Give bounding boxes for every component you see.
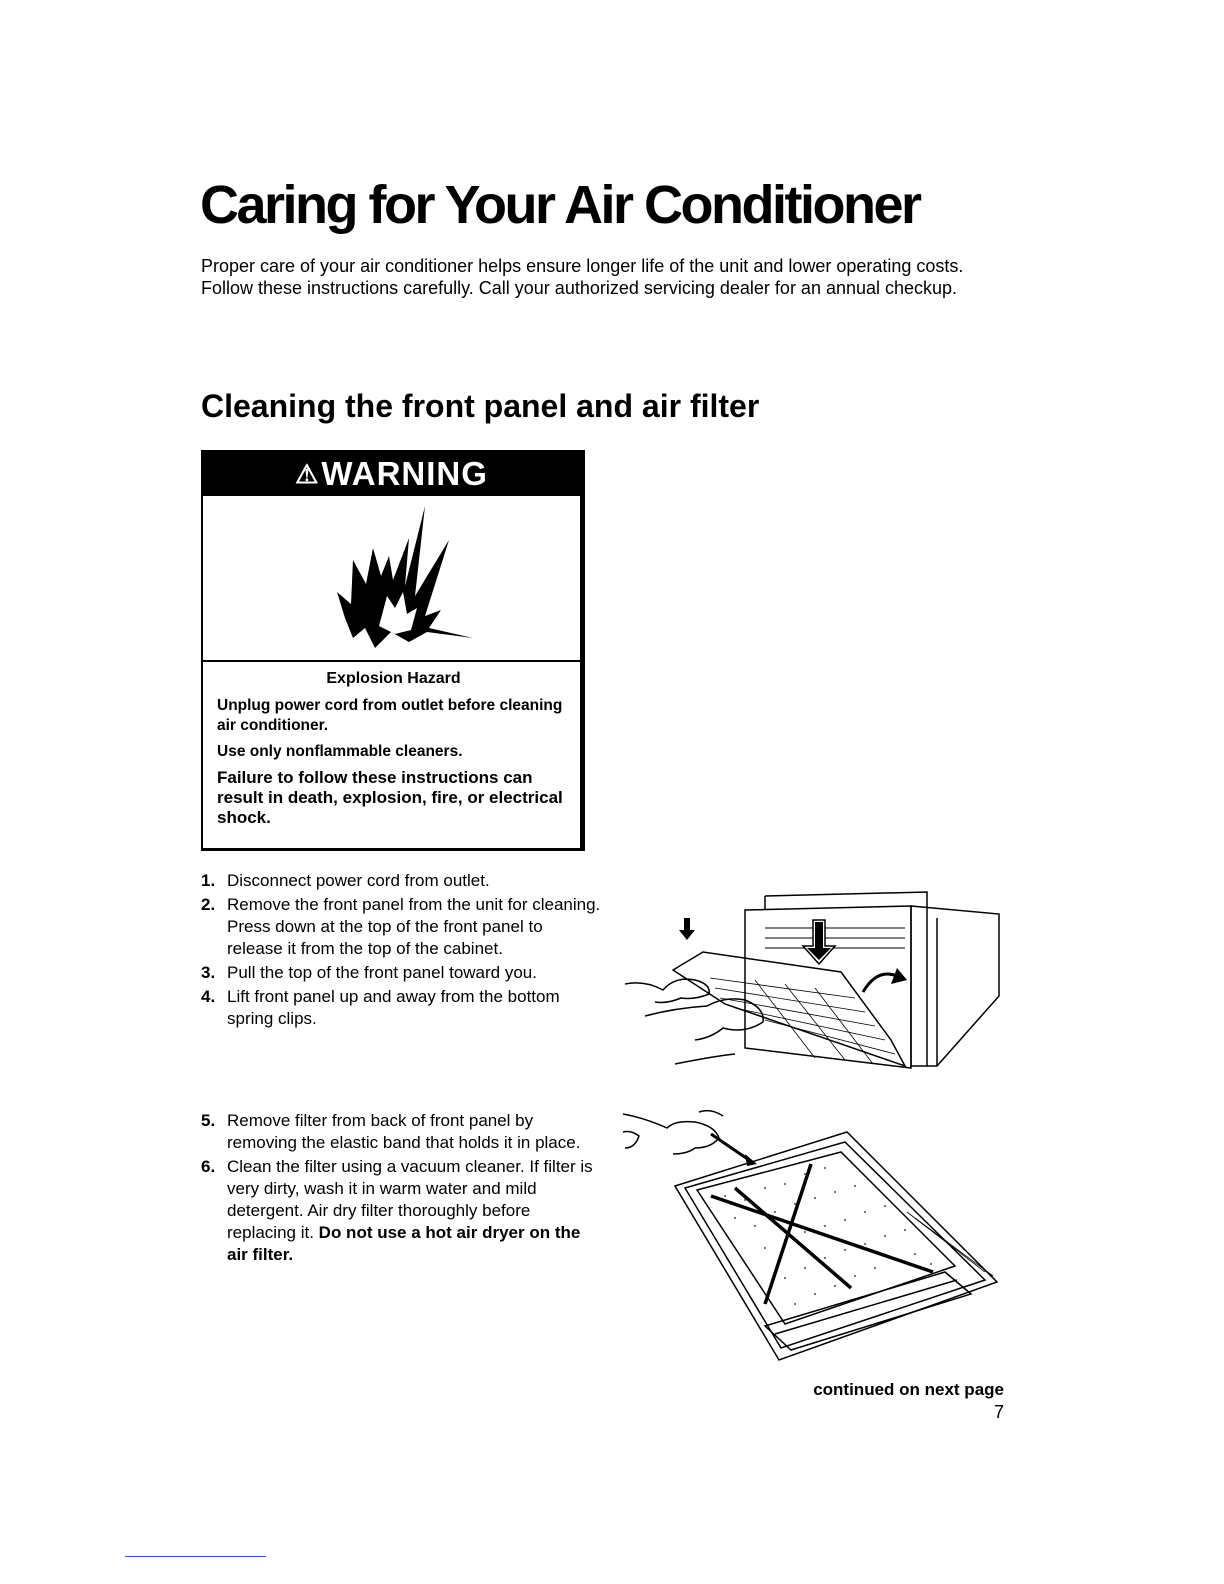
step-text: Remove filter from back of front panel by removing the elastic band that holds it in place. [227,1111,581,1152]
warning-line: Unplug power cord from outlet before cleaning air conditioner. [217,697,563,734]
step-number: 4. [201,987,216,1006]
warning-text [203,662,580,834]
warning-line: Failure to follow these instructions can result in death, explosion, fire, or electrical shock. [217,768,563,827]
warning-header [203,452,580,496]
step-number: 1. [201,871,216,890]
list-item [201,986,601,1030]
step-text: Pull the top of the front panel toward you. [227,963,537,982]
panel-removal-illustration [615,888,1005,1088]
filter-removal-illustration [615,1108,1005,1363]
step-text: Disconnect power cord from outlet. [227,871,490,890]
warning-triangle-icon: ⚠ [295,458,320,489]
continued-note: continued on next page [813,1380,1004,1399]
step-text: Lift front panel up and away from the bottom spring clips. [227,987,560,1028]
step-text-bold: Do not use a hot air dryer on the air filter. [227,1223,581,1264]
step-number: 2. [201,895,216,914]
step-number: 5. [201,1111,216,1130]
step-number: 3. [201,963,216,982]
steps-list-b [201,1110,601,1268]
section-heading: Cleaning the front panel and air filter [201,388,760,424]
list-item [201,962,601,984]
step-text: Clean the filter using a vacuum cleaner. If filter is very dirty, wash it in warm water and mild detergent. Air dry filter thoroughly before replacing it. [227,1157,593,1242]
page-number: 7 [993,1402,1004,1422]
footer-rule [125,1556,266,1557]
hazard-title: Explosion Hazard [326,670,461,687]
intro-paragraph: Proper care of your air conditioner helps ensure longer life of the unit and lower operating costs. Follow these instructions carefully. Call your authorized servicing dealer for an annual checkup. [201,256,964,298]
explosion-icon [203,496,580,662]
list-item [201,870,601,892]
list-item [201,1110,601,1154]
list-item [201,1156,601,1266]
step-number: 6. [201,1157,216,1176]
warning-box [201,450,585,851]
steps-list-a [201,870,601,1032]
page-title: Caring for Your Air Conditioner [200,175,920,235]
step-text: Remove the front panel from the unit for cleaning. Press down at the top of the front panel to release it from the top of the cabinet. [227,895,601,958]
list-item [201,894,601,960]
warning-header-label: WARNING [321,455,488,492]
warning-line: Use only nonflammable cleaners. [217,743,463,760]
